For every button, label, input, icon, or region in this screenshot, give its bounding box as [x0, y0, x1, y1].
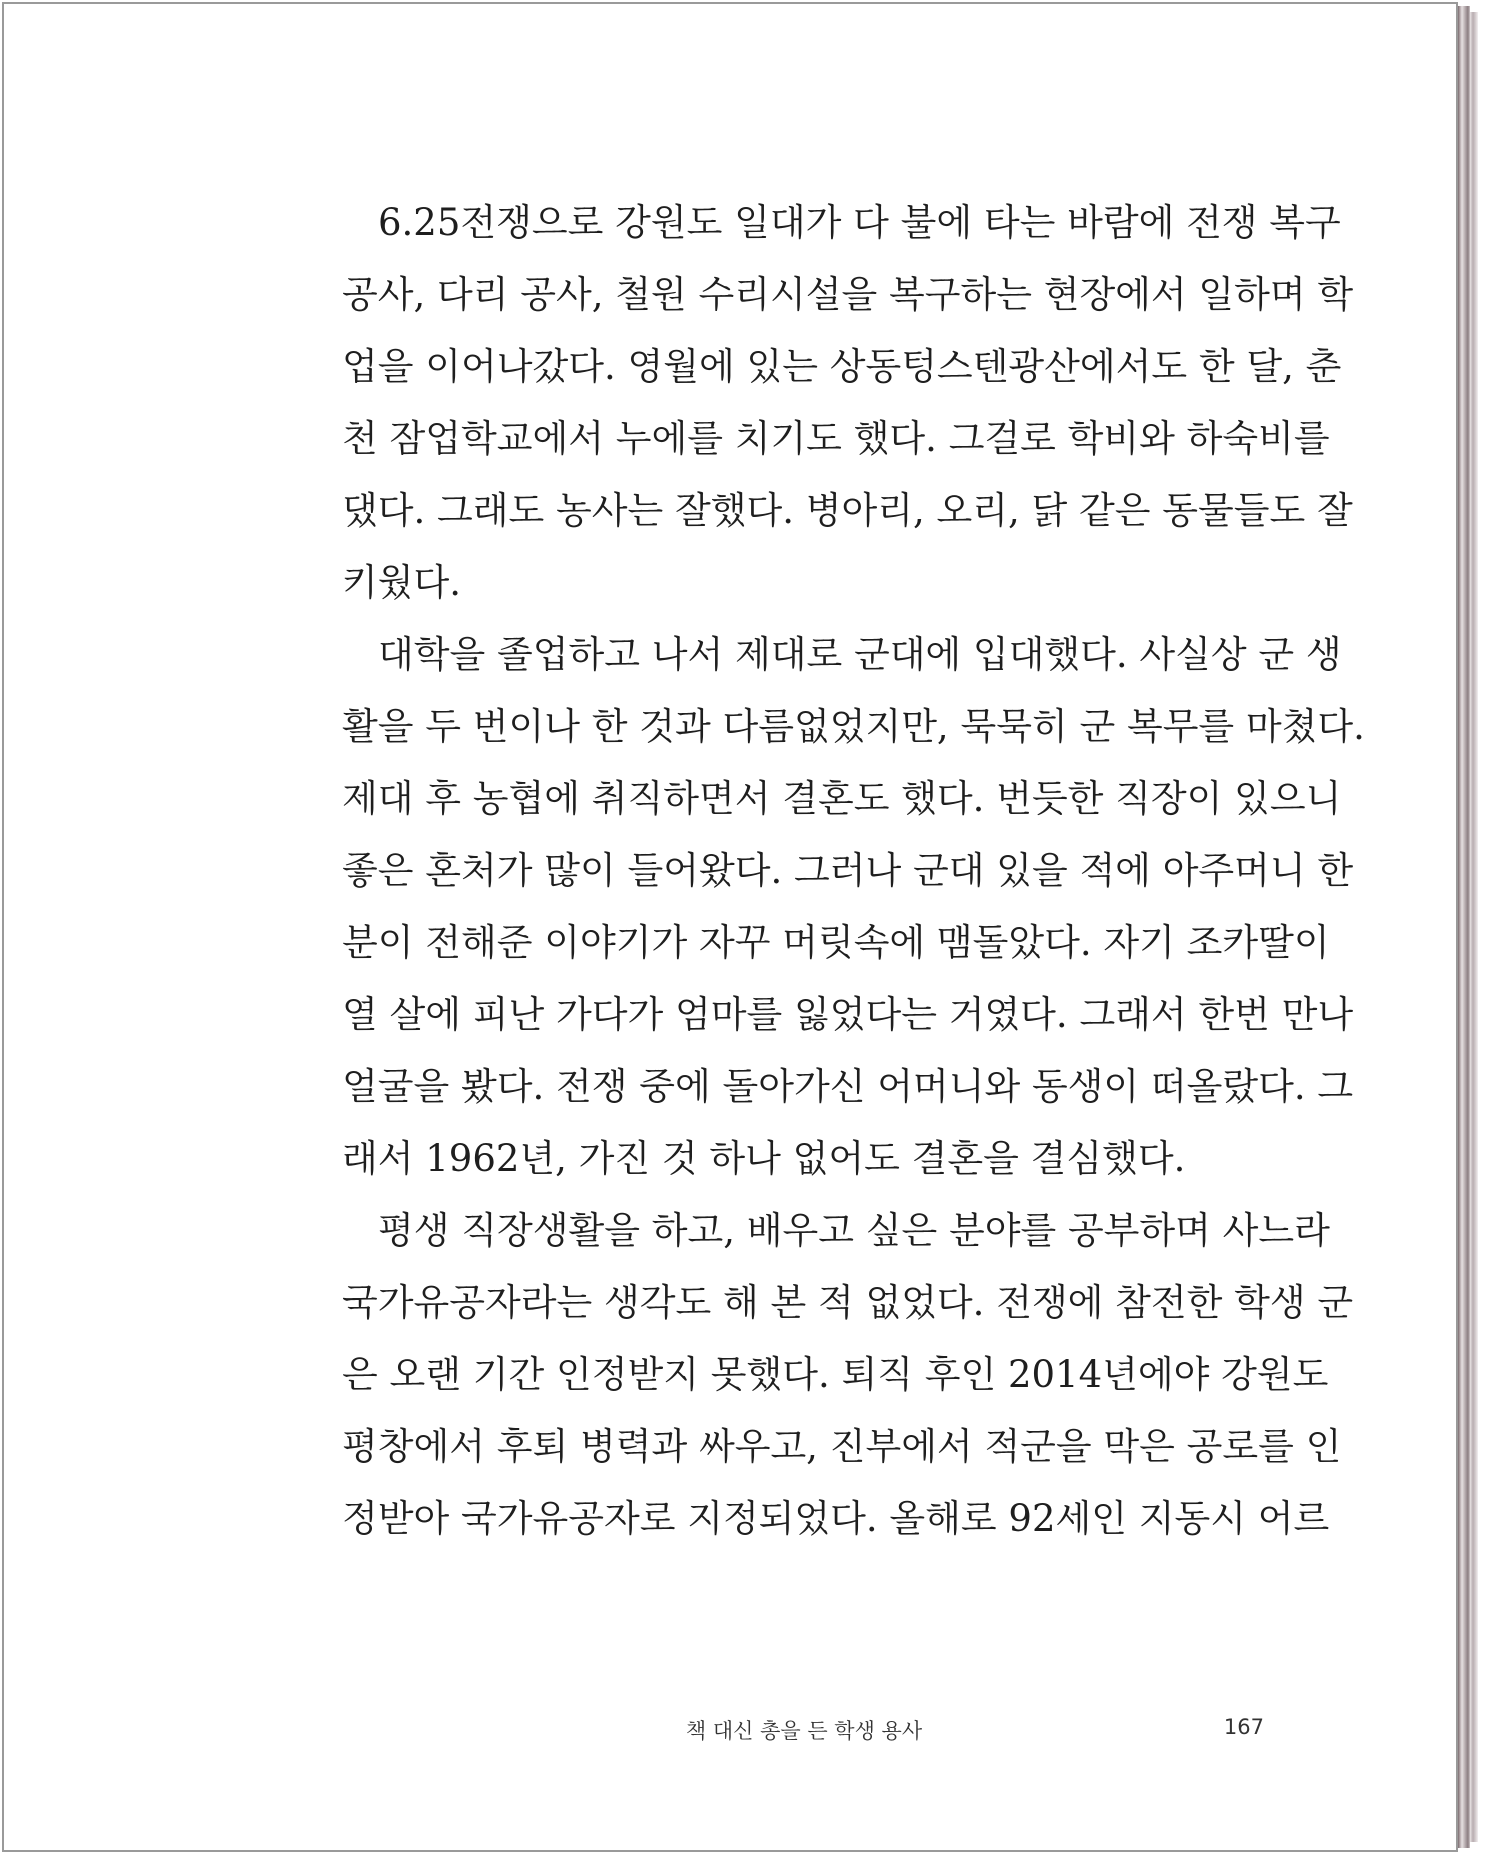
book-page	[2, 2, 1458, 1852]
text-line: 래서 1962년, 가진 것 하나 없어도 결혼을 결심했다.	[342, 1137, 1186, 1180]
text-line: 은 오랜 기간 인정받지 못했다. 퇴직 후인 2014년에야 강원도	[342, 1353, 1329, 1396]
text-line: 대학을 졸업하고 나서 제대로 군대에 입대했다. 사실상 군 생	[378, 633, 1342, 676]
text-line: 분이 전해준 이야기가 자꾸 머릿속에 맴돌았다. 자기 조카딸이	[342, 921, 1330, 964]
text-line: 좋은 혼처가 많이 들어왔다. 그러나 군대 있을 적에 아주머니 한	[342, 849, 1354, 892]
page-stack-edge-outer	[1470, 12, 1478, 1842]
text-line: 공사, 다리 공사, 철원 수리시설을 복구하는 현장에서 일하며 학	[342, 273, 1354, 316]
text-line: 키웠다.	[342, 561, 461, 604]
text-line: 업을 이어나갔다. 영월에 있는 상동텅스텐광산에서도 한 달, 춘	[342, 345, 1342, 388]
page-stack-edge	[1458, 6, 1470, 1848]
text-line: 제대 후 농협에 취직하면서 결혼도 했다. 번듯한 직장이 있으니	[342, 777, 1342, 820]
text-line: 정받아 국가유공자로 지정되었다. 올해로 92세인 지동시 어르	[342, 1497, 1330, 1540]
text-line: 활을 두 번이나 한 것과 다름없었지만, 묵묵히 군 복무를 마쳤다.	[342, 705, 1365, 748]
text-line: 국가유공자라는 생각도 해 본 적 없었다. 전쟁에 참전한 학생 군	[342, 1281, 1354, 1324]
text-line: 천 잠업학교에서 누에를 치기도 했다. 그걸로 학비와 하숙비를	[342, 417, 1330, 460]
text-line: 얼굴을 봤다. 전쟁 중에 돌아가신 어머니와 동생이 떠올랐다. 그	[342, 1065, 1354, 1108]
text-line: 열 살에 피난 가다가 엄마를 잃었다는 거였다. 그래서 한번 만나	[342, 993, 1354, 1036]
page-number: 167	[1223, 1715, 1264, 1739]
running-footer-title: 책 대신 총을 든 학생 용사	[685, 1719, 923, 1743]
text-line: 6.25전쟁으로 강원도 일대가 다 불에 타는 바람에 전쟁 복구	[378, 201, 1341, 244]
text-line: 평생 직장생활을 하고, 배우고 싶은 분야를 공부하며 사느라	[378, 1209, 1330, 1252]
text-line: 평창에서 후퇴 병력과 싸우고, 진부에서 적군을 막은 공로를 인	[342, 1425, 1342, 1468]
text-line: 댔다. 그래도 농사는 잘했다. 병아리, 오리, 닭 같은 동물들도 잘	[342, 489, 1353, 532]
body-text	[342, 187, 1365, 1555]
